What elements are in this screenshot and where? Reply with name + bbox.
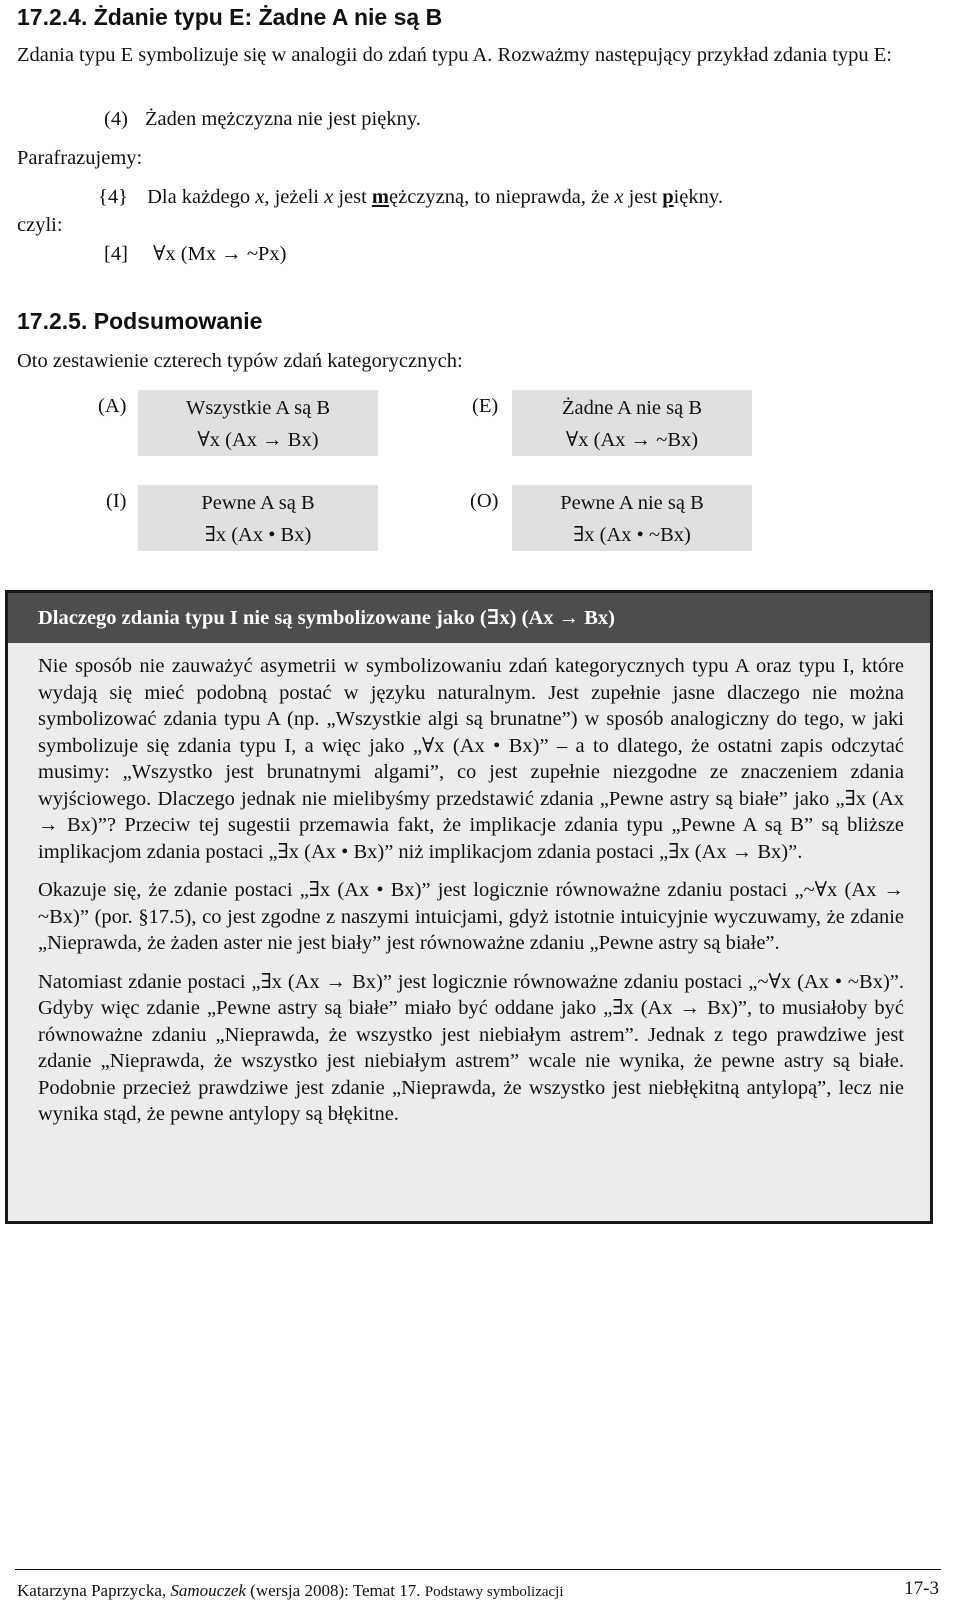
text-fragment: iękny.: [673, 186, 723, 208]
type-i-cell: [138, 485, 378, 551]
formula-number: [4]: [104, 243, 128, 265]
underlined-letter: m: [371, 186, 389, 208]
type-o-formula: ∃x (Ax • ~Bx): [573, 524, 691, 546]
type-a-label: (A): [98, 395, 127, 417]
text-fragment: , jeżeli: [264, 186, 325, 208]
footer-chapter: Podstawy symbolizacji: [424, 1584, 564, 1600]
type-a-formula: ∀x (Ax → Bx): [197, 429, 319, 451]
var-x: x: [614, 186, 624, 208]
type-o-sentence: Pewne A nie są B: [560, 492, 704, 514]
section-heading-17-2-5: 17.2.5. Podsumowanie: [17, 308, 263, 334]
formula-text: ∀x (Mx → ~Px): [153, 243, 287, 265]
paraphrase-example: [98, 186, 723, 209]
text-fragment: jest: [333, 186, 372, 208]
type-i-formula: ∃x (Ax • Bx): [204, 524, 312, 546]
example-number: (4): [104, 108, 128, 130]
type-a-sentence: Wszystkie A są B: [185, 397, 331, 419]
var-x: x: [255, 186, 265, 208]
type-e-label: (E): [472, 395, 499, 417]
section-heading-17-2-4: 17.2.4. Żdanie typu E: Żadne A nie są B: [17, 4, 443, 30]
intro-paragraph: Zdania typu E symbolizuje się w analogii do zdań typu A. Rozważmy następujący przykład zdania typu E:: [17, 44, 893, 66]
type-e-formula: ∀x (Ax → ~Bx): [565, 429, 699, 451]
text-fragment: Dla każdego: [147, 186, 256, 208]
type-i-label: (I): [106, 490, 127, 512]
var-x: x: [324, 186, 334, 208]
explanation-paragraph-2: Okazuje się, że zdanie postaci „∃x (Ax • Bx)” jest logicznie równoważne zdaniu postaci „~∀x (Ax → ~Bx)” (por. §17.5), co jest zgodne z naszymi intuicjami, gdyż istotnie intuicyjnie wyczuwamy, że zdanie „Nieprawda, że żaden aster nie jest biały” jest równoważne zdaniu „Pewne astry są białe”.: [38, 879, 904, 954]
footer-rule: [15, 1569, 941, 1570]
explanation-box: [5, 590, 933, 1224]
example-4: [104, 108, 421, 131]
footer-topic: (wersja 2008): Temat 17.: [245, 1581, 425, 1600]
explanation-box-title: Dlaczego zdania typu I nie są symbolizowane jako (∃x) (Ax → Bx): [8, 593, 930, 643]
paraphrase-text: [147, 186, 723, 208]
explanation-box-body: [38, 653, 904, 1140]
type-e-sentence: Żadne A nie są B: [561, 397, 703, 419]
type-a-cell: [138, 390, 378, 456]
czyli-label: czyli:: [17, 214, 63, 236]
page-number: 17-3: [904, 1578, 939, 1599]
summary-intro: Oto zestawienie czterech typów zdań kategorycznych:: [17, 350, 463, 372]
explanation-paragraph-1: Nie sposób nie zauważyć asymetrii w symbolizowaniu zdań kategorycznych typu A oraz typu I, które wydają się mieć podobną postać w języku naturalnym. Jest zupełnie jasne dlaczego nie można symbolizować zdania typu A (np. „Wszystkie algi są brunatne”) w sposób analogiczny do tego, w jaki symbolizuje się zdania typu I, a więc jako „∀x (Ax • Bx)” – a to dlatego, że ostatni zapis odczytać musimy: „Wszystko jest brunatnymi algami”, co jest zupełnie niezgodne ze znaczeniem zdania wyjściowego. Dlaczego jednak nie mielibyśmy przedstawić zdania „Pewne astry są białe” jako „∃x (Ax → Bx)”? Przeciw tej sugestii przemawia fakt, że implikacje zdania typu „Pewne A są B” są bliższe implikacjom zdania postaci „∃x (Ax • Bx)” niż implikacjom zdania postaci „∃x (Ax → Bx)”.: [38, 655, 904, 863]
text-fragment: ężczyzną, to nieprawda, że: [389, 186, 615, 208]
type-o-cell: [512, 485, 752, 551]
paraphrase-label: Parafrazujemy:: [17, 147, 143, 169]
paraphrase-number: {4}: [98, 186, 128, 208]
underlined-letter: p: [662, 186, 674, 208]
example-text: Żaden mężczyzna nie jest piękny.: [145, 108, 421, 130]
type-o-label: (O): [470, 490, 499, 512]
footer-author: Katarzyna Paprzycka,: [17, 1581, 171, 1600]
footer-citation: [17, 1581, 564, 1601]
footer-book-title: Samouczek: [170, 1581, 246, 1600]
type-i-sentence: Pewne A są B: [201, 492, 315, 514]
explanation-paragraph-3: Natomiast zdanie postaci „∃x (Ax → Bx)” jest logicznie równoważne zdaniu postaci „~∀x (Ax • ~Bx)”. Gdyby więc zdanie „Pewne astry są białe” miało być oddane jako „∃x (Ax → Bx)”, to musiałoby być równoważne zdaniu „Nieprawda, że wszystko jest niebiałym astrem”. Jednak z tego prawdziwe jest zdanie „Nieprawda, że wszystko jest niebiałym astrem” wcale nie wynika, że pewne astry są białe. Podobnie przecież prawdziwe jest zdanie „Nieprawda, że wszystko jest niebłękitną antylopą”, lecz nie wynika stąd, że pewne antylopy są błękitne.: [38, 970, 904, 1125]
type-e-cell: [512, 390, 752, 456]
formula-4: [104, 241, 286, 266]
text-fragment: jest: [623, 186, 663, 208]
